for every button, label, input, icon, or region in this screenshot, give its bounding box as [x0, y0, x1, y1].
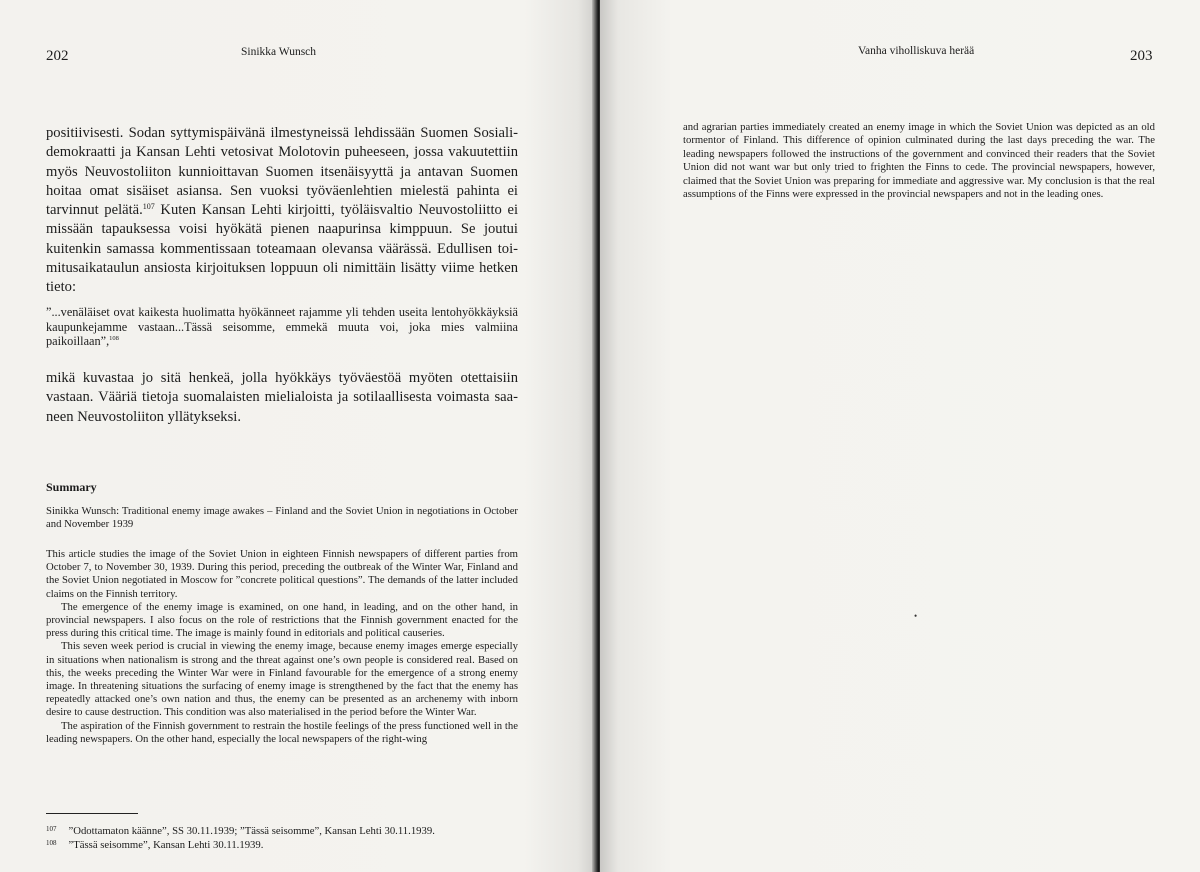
- footnote-ref-108: 108: [109, 335, 119, 343]
- footnote-text: ”Tässä seisomme”, Kansan Lehti 30.11.1939.: [68, 839, 264, 851]
- summary-paragraph: This seven week period is crucial in viewing the enemy image, because enemy images emerge especially in situations when nationalism is strong and the threat against one’s own people is considered real. Based on this, the weeks preceding the Winter War were in Finland favourable for the emergence of a strong enemy image. In threatening situations the surfacing of enemy image is strengthened by the fact that the enemy has repeatedly attacked one’s own nation and thus, the enemy can be presented as an archenemy with inborn desire to cause destruction. This condition was also materialised in the period before the Winter War.: [46, 640, 518, 719]
- summary-body: [46, 548, 518, 746]
- block-quote: [46, 305, 518, 349]
- footnote-107: [46, 825, 435, 837]
- summary-paragraph: The emergence of the enemy image is examined, on one hand, in leading, and on the other hand, in provincial newspapers. I also focus on the role of restrictions that the Finnish government enacted for the press during this critical time. The image is mainly found in editorials and political causeries.: [46, 600, 518, 640]
- body-paragraph-1-part-a: positiivisesti. Sodan syttymispäivänä ilmestyneissä lehdissään Suomen Sosialidemokraatti ja Kansan Lehti vetosivat Molotovin puheeseen, jossa vakuutettiin myös Neuvostoliiton kunnioittavan Suomen itsenäisyyttä ja antavan Suomen hoitaa omat sisäiset asiansa. Sen vuoksi työväenlehtien mielestä pahinta ei tarvinnut pelätä.: [46, 125, 518, 219]
- summary-paragraph: This article studies the image of the Soviet Union in eighteen Finnish newspapers of different parties from October 7, to November 30, 1939. During this period, preceding the outbreak of the Winter War, Finland and the Soviet Union negotiated in Moscow for ”concrete political questions”. The demands of the latter included claims on the Finnish territory.: [46, 548, 518, 600]
- left-page: [0, 0, 596, 872]
- print-speck: •: [914, 611, 918, 621]
- running-head-right: Vanha viholliskuva herää: [858, 45, 975, 57]
- footnote-rule: [46, 813, 138, 814]
- right-page: [600, 0, 1200, 872]
- summary-title: Sinikka Wunsch: Traditional enemy image awakes – Finland and the Soviet Union in negotiations in October and November 1939: [46, 505, 518, 531]
- body-paragraph-1-part-b: Kuten Kansan Lehti kirjoitti, työläisvaltio Neuvostoliitto ei missään tapauksessa voisi hyökätä pienen naapurinsa kimppuun. Se joutui kuitenkin samassa kommentissaan toteamaan olevansa väärässä. Edullisen toimitusaikataulun ansiosta kirjoituksen loppuun oli nimittäin lisätty viime hetken tieto:: [46, 202, 518, 296]
- footnote-number: 108: [46, 839, 57, 847]
- footnote-text: ”Odottamaton käänne”, SS 30.11.1939; ”Tässä seisomme”, Kansan Lehti 30.11.1939.: [68, 825, 435, 837]
- footnote-number: 107: [46, 825, 57, 833]
- summary-heading: Summary: [46, 480, 97, 494]
- block-quote-text: ”...venäläiset ovat kaikesta huolimatta hyökänneet rajamme yli tehden useita lentohyökkäyksiä kaupunkejamme vastaan...Tässä seisomme, emmekä muuta voi, joka mies valmiina paikoillaan”,: [46, 305, 518, 349]
- page-number-left: 202: [46, 48, 69, 64]
- footnote-ref-107: 107: [142, 202, 155, 212]
- running-head-left: Sinikka Wunsch: [241, 46, 317, 58]
- body-paragraph-right: and agrarian parties immediately created an enemy image in which the Soviet Union was depicted as an old tormentor of Finland. This difference of opinion culminated during the last days preceding the war. The leading newspapers followed the instructions of the government and convinced their readers that the Soviet Union did not want war but only tried to frighten the Finns to cede. The provincial newspapers, however, claimed that the Soviet Union was preparing for immediate and aggressive war. My conclusion is that the real assumptions of the Finns were expressed in the provincial newspapers and not in the leading ones.: [683, 121, 1155, 201]
- page-number-right: 203: [1130, 48, 1153, 64]
- footnote-108: [46, 839, 263, 851]
- summary-paragraph: The aspiration of the Finnish government to restrain the hostile feelings of the press functioned well in the leading newspapers. On the other hand, especially the local newspapers of the right-wing: [46, 719, 518, 745]
- body-paragraph-2: mikä kuvastaa jo sitä henkeä, jolla hyökkäys työväestöä myöten otettaisiin vastaan. Vääriä tietoja suomalaisten mielialoista ja sotilaallisesta voimasta saaneen Neuvostoliiton yllätykseksi.: [46, 370, 518, 425]
- body-paragraph-1: [46, 124, 518, 298]
